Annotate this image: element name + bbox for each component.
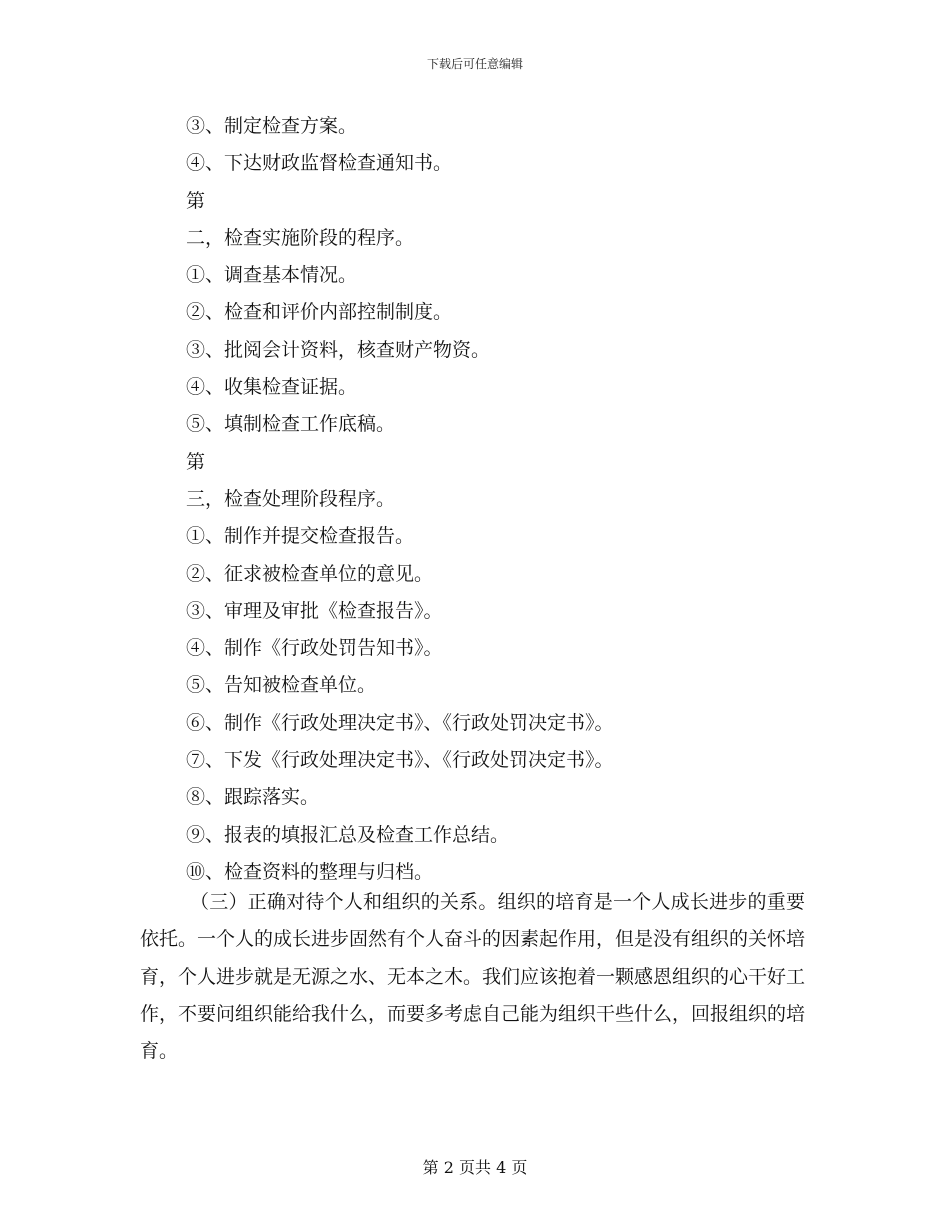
section-heading: 二，检查实施阶段的程序。 (186, 226, 415, 249)
list-item: ⑩、检查资料的整理与归档。 (186, 860, 434, 883)
list-item: ⑤、填制检查工作底稿。 (186, 413, 396, 436)
page-footer: 第 2 页共 4 页 (422, 1158, 528, 1177)
list-item: ①、调查基本情况。 (186, 264, 358, 287)
list-item: ⑨、报表的填报汇总及检查工作总结。 (186, 823, 510, 846)
list-item: ④、制作《行政处罚告知书》。 (186, 637, 443, 660)
list-item: ②、检查和评价内部控制制度。 (186, 301, 453, 324)
section-heading: 三，检查处理阶段程序。 (186, 487, 396, 510)
list-item: ①、制作并提交检查报告。 (186, 525, 415, 548)
list-item: ②、征求被检查单位的意见。 (186, 562, 434, 585)
list-item: ③、批阅会计资料，核查财产物资。 (186, 338, 491, 361)
list-item: ⑦、下发《行政处理决定书》、《行政处罚决定书》。 (186, 749, 614, 772)
section-label: 第 (186, 450, 206, 473)
list-item: ③、制定检查方案。 (186, 115, 358, 137)
list-item: ④、下达财政监督检查通知书。 (186, 152, 453, 175)
list-item: ③、审理及审批《检查报告》。 (186, 599, 443, 622)
list-item: ⑥、制作《行政处理决定书》、《行政处罚决定书》。 (186, 711, 614, 734)
body-paragraph: （三）正确对待个人和组织的关系。组织的培育是一个人成长进步的重要依托。一个人的成长进步固然有个人奋斗的因素起作用，但是没有组织的关怀培育，个人进步就是无源之水、无本之木。我们应该抱着一颗感恩组织的心干好工作，不要问组织能给我什么，而要多考虑自己能为组织干些什么，回报组织的培育。 (140, 891, 806, 1063)
section-label: 第 (186, 189, 206, 212)
list-item: ④、收集检查证据。 (186, 376, 358, 399)
document-body (186, 108, 866, 891)
page-header: 下载后可任意编辑 (426, 57, 523, 71)
list-item: ⑤、告知被检查单位。 (186, 674, 377, 697)
list-item: ⑧、跟踪落实。 (186, 786, 320, 809)
